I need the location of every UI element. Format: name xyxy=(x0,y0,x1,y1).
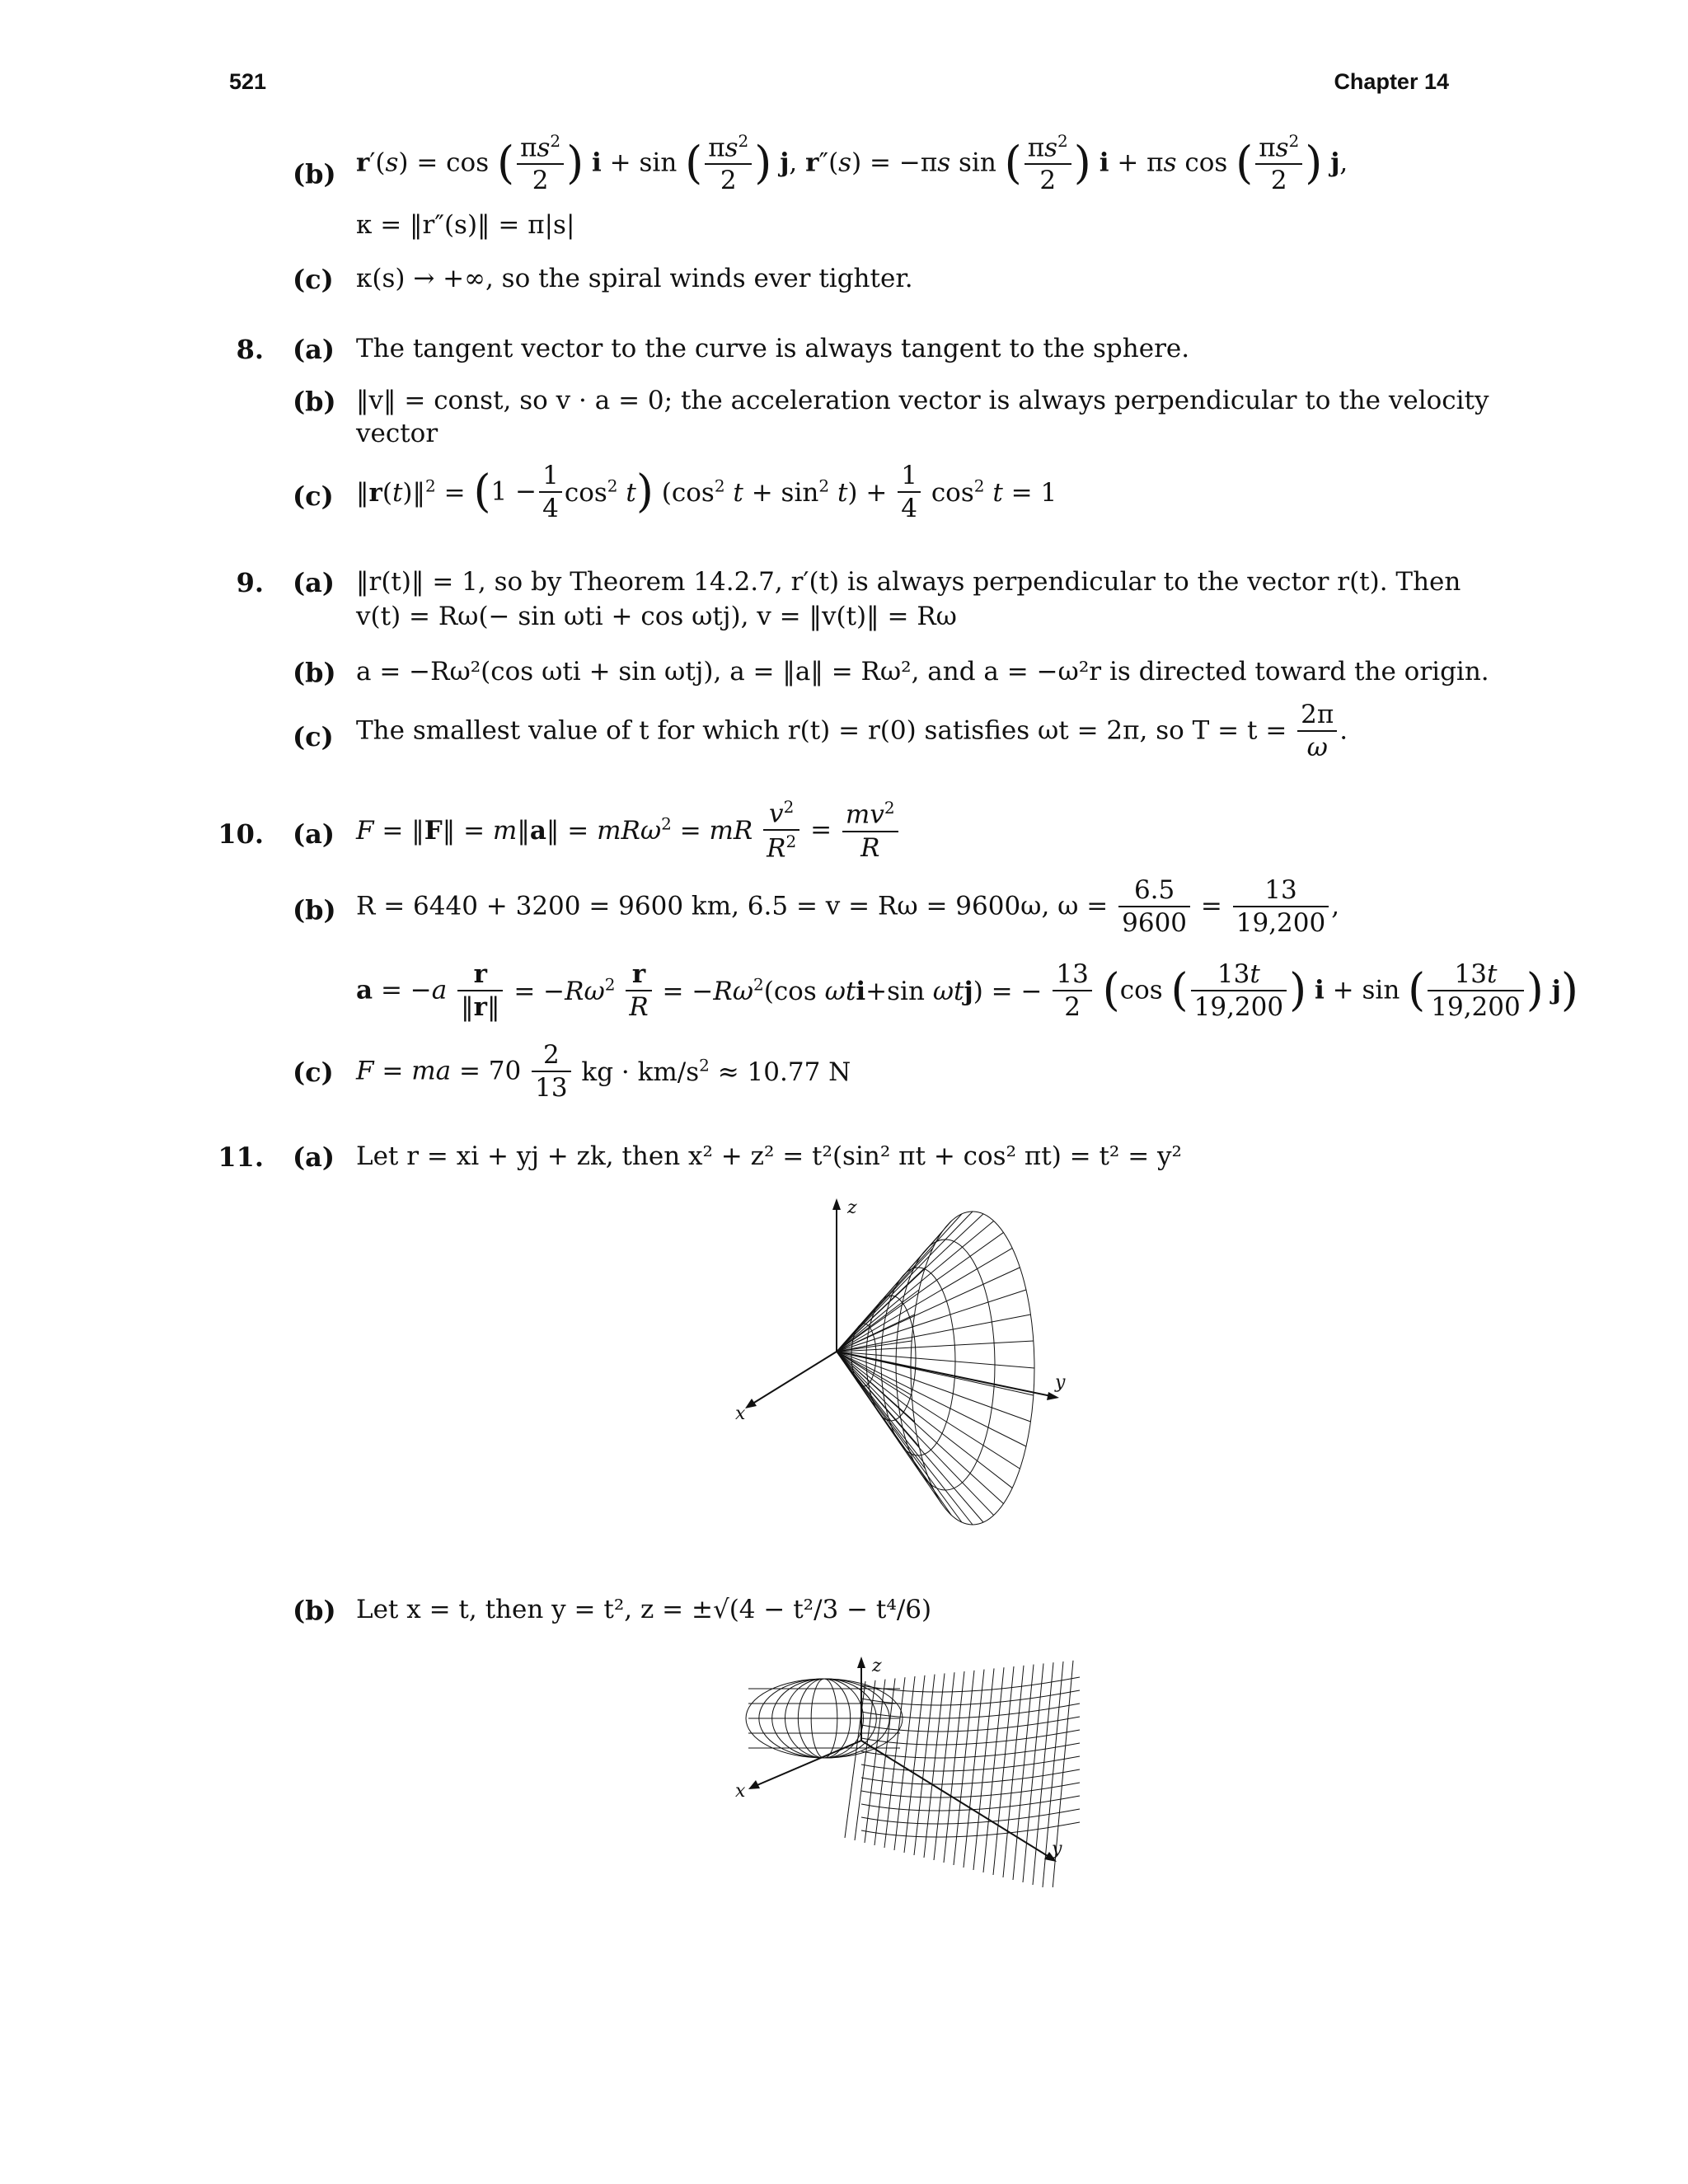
cone-ruling xyxy=(837,1212,973,1352)
p11-number: 11. xyxy=(218,1141,264,1173)
cylinder-section xyxy=(861,1809,1080,1824)
y-axis-arrow xyxy=(1047,1392,1059,1400)
ellipsoid-cylinder-figure xyxy=(725,1648,1104,1887)
cone-mesh xyxy=(837,1212,1034,1525)
cone-ruling xyxy=(837,1221,951,1352)
p10c-label: (c) xyxy=(293,1057,334,1088)
cone-ruling xyxy=(837,1352,912,1395)
cylinder-ruling xyxy=(914,1675,935,1855)
cylinder-ruling xyxy=(993,1666,1014,1875)
fig1-x-label: x xyxy=(735,1404,746,1424)
cylinder-ruling xyxy=(1013,1665,1034,1880)
p9b-text: a = −Rω²(cos ωti + sin ωtj), a = ‖a‖ = Rω², and a = −ω²r is directed toward the origin. xyxy=(356,657,1489,687)
p11b-label: (b) xyxy=(293,1595,336,1626)
fig2-z-label: z xyxy=(872,1656,882,1676)
p7b-equation: r′(s) = cos ( $\frac{\pi s^2}{2}$ ) i + sin ( $\frac{\pi s^2}{2}$ ) j, r″(s) = −πs sin ( $\frac{\pi s^2}{2}$ ) i + πs cos ( $\frac{\pi s^2}{2}$ ) j, xyxy=(356,131,1348,196)
p8b-text: ‖v‖ = const, so v · a = 0; the acceleration vector is always perpendicular to the velocity xyxy=(356,386,1489,415)
p9c-label: (c) xyxy=(293,721,334,752)
p8a-text: The tangent vector to the curve is always tangent to the sphere. xyxy=(356,334,1190,363)
p10b-text: R = 6440 + 3200 = 9600 km, 6.5 = v = Rω = 9600ω, ω = xyxy=(356,891,1109,921)
p8c-label: (c) xyxy=(293,480,334,512)
p9a-label: (a) xyxy=(293,567,335,598)
cylinder-section xyxy=(861,1769,1080,1784)
p9a-text-cont: v(t) = Rω(− sin ωti + cos ωtj), v = ‖v(t)‖ = Rω xyxy=(356,602,957,631)
cylinder-section xyxy=(861,1743,1080,1758)
fig2-x-label: x xyxy=(735,1781,746,1802)
cylinder-ruling xyxy=(1023,1663,1043,1882)
cylinder-section xyxy=(861,1756,1080,1771)
p8b-text-cont: vector xyxy=(356,419,438,448)
p7c-label: (c) xyxy=(293,264,334,295)
p8a-label: (a) xyxy=(293,334,335,365)
p9c-line: The smallest value of t for which r(t) = r(0) satisfies ωt = 2π, so T = t = $\frac{2\pi}{\omega}$ . xyxy=(356,700,1348,763)
p8c-equation: ‖r(t)‖$^2$ = (1 − $\frac{1}{4}$ $\cos^2 t$) ($\cos^2$ $t + \sin^2 t$) + $\frac{1}{4}$ $\cos^2 t = 1$ xyxy=(356,461,1057,524)
cylinder-section xyxy=(861,1783,1080,1797)
p9a-text: ‖r(t)‖ = 1, so by Theorem 14.2.7, r′(t) is always perpendicular to the vector r(t). Then xyxy=(356,567,1461,597)
cone-ruling xyxy=(837,1248,1012,1352)
fig1-z-label: z xyxy=(847,1197,857,1218)
p10b-acceleration: a = −a $\frac{r}{‖r‖}$ = $-R\omega^2$ $\frac{r}{R}$ = $-R\omega^2(\cos$ ωti+sin ωtj) = − $\frac{13}{2}$ (cos ( $\frac{13t}{19,200}$ ) i + sin ( $\frac{13t}{19,200}$ ) j) xyxy=(356,959,1578,1023)
z-axis-arrow xyxy=(832,1198,841,1210)
p7b-kappa: κ = ‖r″(s)‖ = π|s| xyxy=(356,210,575,240)
fig2-mesh xyxy=(746,1661,1080,1887)
cone-ruling xyxy=(837,1232,1004,1352)
cylinder-ruling xyxy=(924,1673,945,1858)
p10a-equation: F = ‖F‖ = m‖a‖ = mRω$^2$ = mR $\frac{v^2}{R^2}$ = $\frac{mv^2}{R}$ xyxy=(356,798,901,863)
p9-number: 9. xyxy=(236,567,264,598)
cone-ruling xyxy=(837,1352,962,1522)
cylinder-ruling xyxy=(934,1672,954,1860)
fig2-y-label: y xyxy=(1052,1839,1062,1859)
cone-surface-figure xyxy=(725,1195,1104,1549)
page-number: 521 xyxy=(229,69,267,94)
fig2-x-axis xyxy=(753,1741,861,1787)
cylinder-ruling xyxy=(845,1681,865,1838)
p8-number: 8. xyxy=(236,334,264,365)
p9b-label: (b) xyxy=(293,657,336,688)
p10a-label: (a) xyxy=(293,818,335,850)
p10b-label: (b) xyxy=(293,894,336,926)
cone-ruling xyxy=(837,1352,1026,1446)
cylinder-ruling xyxy=(855,1680,875,1840)
cylinder-ruling xyxy=(983,1667,1004,1872)
fig2-z-axis-arrow xyxy=(857,1657,865,1668)
cone-ruling xyxy=(837,1214,983,1352)
x-axis-arrow xyxy=(745,1399,757,1408)
cylinder-ruling xyxy=(904,1675,925,1853)
p8b-label: (b) xyxy=(293,386,336,417)
cylinder-ruling xyxy=(964,1670,984,1868)
p11a-text: Let r = xi + yj + zk, then x² + z² = t²(sin² πt + cos² πt) = t² = y² xyxy=(356,1141,1182,1171)
chapter-title: Chapter 14 xyxy=(1334,69,1449,94)
cylinder-ruling xyxy=(1003,1666,1024,1877)
cone-ruling xyxy=(837,1221,994,1352)
cone-ruling xyxy=(837,1352,1020,1469)
p7b-label: (b) xyxy=(293,158,336,190)
p11b-text: Let x = t, then y = t², z = ±√(4 − t²/3 − t⁴/6) xyxy=(356,1595,932,1624)
cone-ruling xyxy=(837,1352,933,1488)
p10c-equation: F = ma = 70 $\frac{2}{13}$ kg · $km/s^2 \approx 10.77$ N xyxy=(356,1040,851,1104)
p9c-fraction: $\frac{2\pi}{\omega}$ xyxy=(1297,701,1337,762)
p10-number: 10. xyxy=(218,818,264,850)
cylinder-ruling xyxy=(944,1671,964,1863)
p9c-text: The smallest value of t for which r(t) = r(0) satisfies ωt = 2π, so T = t = xyxy=(356,715,1287,746)
fig1-y-label: y xyxy=(1055,1372,1066,1393)
x-axis xyxy=(750,1352,837,1405)
p10b-line: R = 6440 + 3200 = 9600 km, 6.5 = v = Rω = 9600ω, ω = $\frac{6.5}{9600}$ = $\frac{13}{19,200}$ , xyxy=(356,875,1340,939)
cylinder-section xyxy=(861,1822,1080,1837)
p11a-label: (a) xyxy=(293,1141,335,1173)
p7c-text: κ(s) → +∞, so the spiral winds ever tighter. xyxy=(356,264,913,293)
cone-ruling xyxy=(837,1268,1020,1352)
